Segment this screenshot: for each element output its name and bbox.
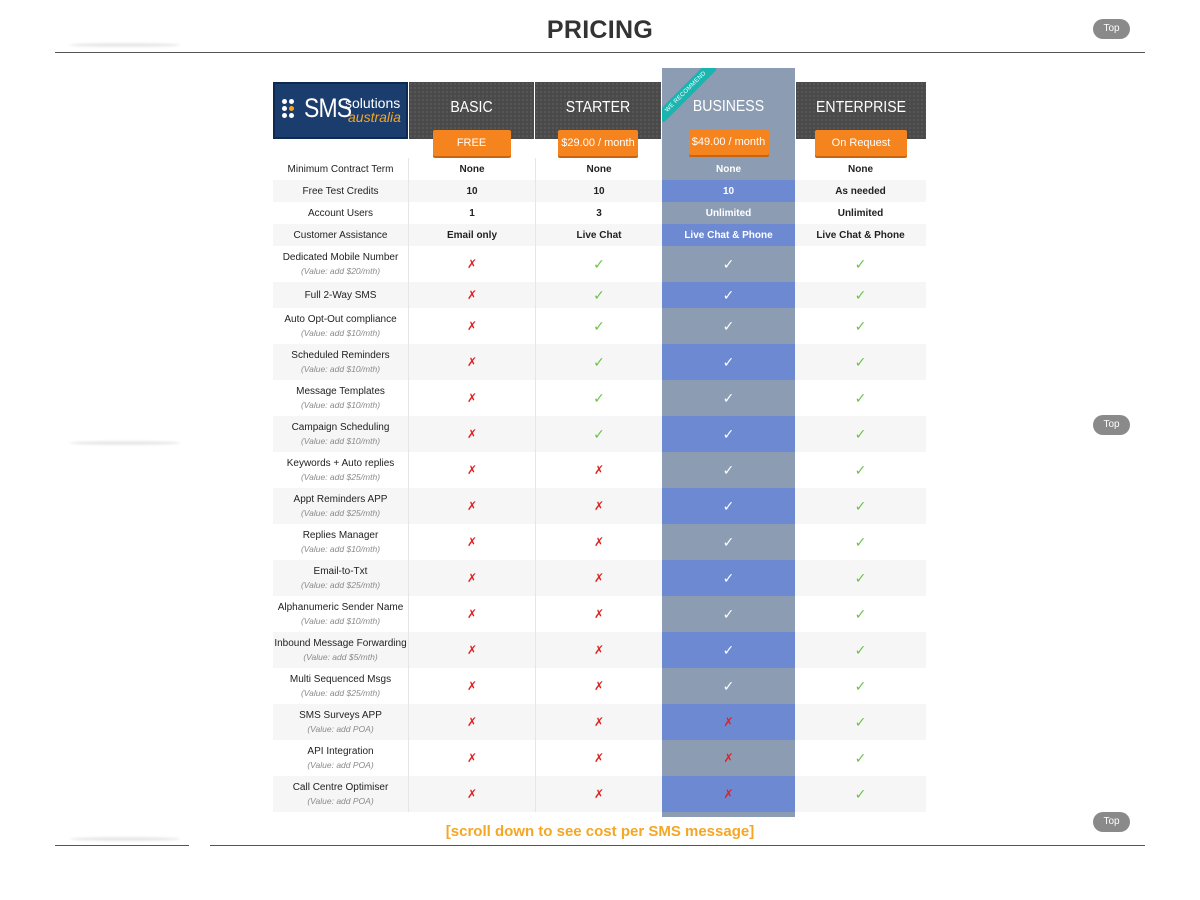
check-icon: ✓ bbox=[854, 286, 867, 303]
table-row bbox=[273, 224, 926, 246]
table-row bbox=[273, 488, 926, 524]
plan-value bbox=[662, 224, 795, 246]
plan-value bbox=[409, 740, 536, 776]
table-row bbox=[273, 246, 926, 282]
check-icon: ✓ bbox=[593, 286, 605, 303]
recommend-ribbon bbox=[662, 68, 716, 122]
feature-name: Email-to-Txt bbox=[313, 566, 368, 577]
plan-header-starter bbox=[535, 82, 661, 149]
check-icon: ✓ bbox=[722, 497, 735, 514]
cross-icon: ✗ bbox=[593, 679, 605, 693]
cross-icon: ✗ bbox=[466, 427, 478, 441]
cross-icon: ✗ bbox=[593, 535, 605, 549]
plan-value bbox=[795, 246, 926, 282]
feature-value-note: (Value: add $25/mth) bbox=[300, 688, 381, 698]
check-icon: ✓ bbox=[854, 497, 867, 514]
logo-text-sms: SMS bbox=[304, 93, 352, 123]
divider-line bbox=[55, 845, 189, 846]
check-icon: ✓ bbox=[722, 353, 735, 370]
feature-value-note: (Value: add $10/mth) bbox=[300, 400, 381, 410]
value-text: Live Chat & Phone bbox=[684, 229, 773, 241]
plan-value bbox=[662, 380, 795, 416]
check-icon: ✓ bbox=[854, 533, 867, 550]
plan-value bbox=[795, 180, 926, 202]
value-text: Live Chat bbox=[576, 229, 622, 241]
check-icon: ✓ bbox=[722, 286, 735, 303]
plan-value bbox=[536, 202, 662, 224]
plan-value bbox=[409, 158, 536, 180]
plan-value bbox=[662, 704, 795, 740]
feature-name: Dedicated Mobile Number bbox=[282, 252, 399, 263]
plan-value bbox=[662, 416, 795, 452]
feature-value-note: (Value: add $10/mth) bbox=[300, 328, 381, 338]
cross-icon: ✗ bbox=[593, 463, 605, 477]
plan-value bbox=[409, 596, 536, 632]
check-icon: ✓ bbox=[593, 425, 605, 442]
plan-value bbox=[662, 452, 795, 488]
table-row bbox=[273, 308, 926, 344]
table-row bbox=[273, 632, 926, 668]
value-text: Live Chat & Phone bbox=[816, 229, 905, 241]
table-row bbox=[273, 560, 926, 596]
plan-value bbox=[409, 452, 536, 488]
plan-value bbox=[662, 740, 795, 776]
cross-icon: ✗ bbox=[466, 607, 478, 621]
cross-icon: ✗ bbox=[466, 463, 478, 477]
cross-icon: ✗ bbox=[593, 751, 605, 765]
check-icon: ✓ bbox=[593, 255, 605, 272]
feature-name: Message Templates bbox=[296, 386, 385, 397]
scroll-hint: [scroll down to see cost per SMS message] bbox=[445, 823, 755, 840]
feature-label bbox=[273, 704, 409, 740]
plan-value bbox=[409, 560, 536, 596]
feature-value-note: (Value: add $20/mth) bbox=[300, 266, 381, 276]
cross-icon: ✗ bbox=[593, 715, 605, 729]
check-icon: ✓ bbox=[722, 569, 735, 586]
feature-label bbox=[273, 776, 409, 812]
feature-name: Replies Manager bbox=[302, 530, 379, 541]
feature-name: Inbound Message Forwarding bbox=[274, 638, 407, 649]
check-icon: ✓ bbox=[854, 389, 867, 406]
plan-value bbox=[795, 704, 926, 740]
plan-value bbox=[409, 246, 536, 282]
plan-value bbox=[795, 596, 926, 632]
plan-value bbox=[536, 282, 662, 308]
plan-value bbox=[536, 158, 662, 180]
check-icon: ✓ bbox=[854, 713, 867, 730]
cross-icon: ✗ bbox=[593, 607, 605, 621]
check-icon: ✓ bbox=[722, 255, 735, 272]
feature-name: Free Test Credits bbox=[302, 185, 379, 197]
plan-value bbox=[795, 776, 926, 812]
check-icon: ✓ bbox=[722, 605, 735, 622]
feature-name: Keywords + Auto replies bbox=[286, 458, 395, 469]
plan-value bbox=[795, 560, 926, 596]
check-icon: ✓ bbox=[854, 317, 867, 334]
check-icon: ✓ bbox=[722, 641, 735, 658]
feature-value-note: (Value: add $10/mth) bbox=[300, 544, 381, 554]
feature-value-note: (Value: add $25/mth) bbox=[300, 508, 381, 518]
feature-name: Alphanumeric Sender Name bbox=[277, 602, 404, 613]
cross-icon: ✗ bbox=[466, 643, 478, 657]
cross-icon: ✗ bbox=[723, 751, 734, 765]
plan-value bbox=[409, 308, 536, 344]
check-icon: ✓ bbox=[854, 425, 867, 442]
check-icon: ✓ bbox=[854, 641, 867, 658]
feature-rows bbox=[273, 158, 926, 812]
table-row bbox=[273, 416, 926, 452]
value-text: 1 bbox=[469, 207, 475, 219]
plan-value bbox=[536, 740, 662, 776]
feature-label bbox=[273, 560, 409, 596]
plan-value bbox=[795, 224, 926, 246]
check-icon: ✓ bbox=[722, 425, 735, 442]
feature-name: Full 2-Way SMS bbox=[304, 289, 377, 301]
feature-label bbox=[273, 632, 409, 668]
table-row bbox=[273, 380, 926, 416]
cross-icon: ✗ bbox=[466, 499, 478, 513]
plan-value bbox=[409, 776, 536, 812]
check-icon: ✓ bbox=[854, 605, 867, 622]
feature-label bbox=[273, 416, 409, 452]
check-icon: ✓ bbox=[722, 317, 735, 334]
feature-label bbox=[273, 596, 409, 632]
plan-value bbox=[409, 344, 536, 380]
feature-name: Customer Assistance bbox=[293, 229, 388, 241]
plan-value bbox=[662, 524, 795, 560]
cross-icon: ✗ bbox=[593, 643, 605, 657]
plan-value bbox=[795, 344, 926, 380]
feature-name: SMS Surveys APP bbox=[299, 710, 382, 721]
table-row bbox=[273, 776, 926, 812]
check-icon: ✓ bbox=[722, 389, 735, 406]
value-text: None bbox=[586, 163, 612, 175]
feature-name: Auto Opt-Out compliance bbox=[284, 314, 397, 325]
sms-solutions-logo bbox=[273, 82, 408, 139]
plan-value bbox=[536, 488, 662, 524]
plan-value bbox=[662, 282, 795, 308]
top-button[interactable]: Top bbox=[1093, 415, 1130, 435]
feature-label bbox=[273, 344, 409, 380]
feature-name: Account Users bbox=[307, 207, 374, 219]
cross-icon: ✗ bbox=[466, 535, 478, 549]
value-text: 10 bbox=[466, 185, 478, 197]
check-icon: ✓ bbox=[722, 533, 735, 550]
check-icon: ✓ bbox=[593, 317, 605, 334]
plan-header-basic bbox=[409, 82, 534, 149]
feature-name: Campaign Scheduling bbox=[291, 422, 390, 433]
plan-value bbox=[536, 224, 662, 246]
cross-icon: ✗ bbox=[593, 499, 605, 513]
plan-value bbox=[536, 560, 662, 596]
divider-shadow bbox=[70, 43, 180, 47]
value-text: Unlimited bbox=[705, 207, 752, 219]
logo-text-solutions: solutions bbox=[345, 95, 401, 111]
plan-value bbox=[536, 524, 662, 560]
feature-name: API Integration bbox=[307, 746, 374, 757]
feature-label bbox=[273, 246, 409, 282]
plan-value bbox=[795, 452, 926, 488]
check-icon: ✓ bbox=[854, 785, 867, 802]
cross-icon: ✗ bbox=[466, 355, 478, 369]
plan-name: ENTERPRISE bbox=[816, 99, 906, 116]
feature-label bbox=[273, 158, 409, 180]
feature-label bbox=[273, 488, 409, 524]
value-text: None bbox=[459, 163, 485, 175]
plan-value bbox=[795, 308, 926, 344]
plan-value bbox=[409, 488, 536, 524]
table-row bbox=[273, 282, 926, 308]
plan-value bbox=[662, 158, 795, 180]
page-title: PRICING bbox=[546, 16, 654, 44]
check-icon: ✓ bbox=[854, 569, 867, 586]
cross-icon: ✗ bbox=[466, 787, 478, 801]
plan-value bbox=[536, 308, 662, 344]
cross-icon: ✗ bbox=[466, 751, 478, 765]
plan-value bbox=[409, 668, 536, 704]
plan-value bbox=[409, 224, 536, 246]
ribbon-label: WE RECOMMEND bbox=[662, 68, 716, 122]
table-row bbox=[273, 524, 926, 560]
table-row bbox=[273, 180, 926, 202]
plan-value bbox=[536, 380, 662, 416]
logo-text-australia: australia bbox=[348, 109, 401, 125]
plan-value bbox=[409, 632, 536, 668]
plan-header-enterprise bbox=[796, 82, 926, 149]
top-button[interactable]: Top bbox=[1093, 812, 1130, 832]
plan-value bbox=[536, 344, 662, 380]
plan-value bbox=[409, 704, 536, 740]
plan-value bbox=[662, 308, 795, 344]
feature-label bbox=[273, 524, 409, 560]
plan-value bbox=[795, 416, 926, 452]
cross-icon: ✗ bbox=[466, 319, 478, 333]
plan-value bbox=[536, 668, 662, 704]
feature-label bbox=[273, 224, 409, 246]
feature-name: Appt Reminders APP bbox=[293, 494, 388, 505]
value-text: 10 bbox=[593, 185, 605, 197]
plan-value bbox=[662, 668, 795, 704]
plan-value bbox=[662, 488, 795, 524]
plan-value bbox=[409, 524, 536, 560]
plan-value bbox=[795, 158, 926, 180]
check-icon: ✓ bbox=[722, 677, 735, 694]
check-icon: ✓ bbox=[854, 255, 867, 272]
cross-icon: ✗ bbox=[466, 679, 478, 693]
feature-label bbox=[273, 202, 409, 224]
plan-value bbox=[409, 202, 536, 224]
feature-label bbox=[273, 308, 409, 344]
plan-name: BASIC bbox=[450, 99, 493, 116]
feature-value-note: (Value: add POA) bbox=[307, 760, 374, 770]
plan-value bbox=[662, 632, 795, 668]
table-row bbox=[273, 668, 926, 704]
feature-label bbox=[273, 380, 409, 416]
top-button[interactable]: Top bbox=[1093, 19, 1130, 39]
price-button-enterprise[interactable]: On Request bbox=[815, 130, 907, 156]
value-text: None bbox=[848, 163, 873, 175]
logo-dots-icon bbox=[282, 99, 302, 123]
feature-value-note: (Value: add $25/mth) bbox=[300, 580, 381, 590]
feature-value-note: (Value: add $10/mth) bbox=[300, 364, 381, 374]
feature-label bbox=[273, 668, 409, 704]
feature-label bbox=[273, 180, 409, 202]
plan-value bbox=[795, 202, 926, 224]
price-button-basic[interactable]: FREE bbox=[433, 130, 511, 156]
plan-value bbox=[409, 380, 536, 416]
check-icon: ✓ bbox=[854, 677, 867, 694]
cross-icon: ✗ bbox=[466, 288, 478, 302]
check-icon: ✓ bbox=[593, 389, 605, 406]
plan-value bbox=[795, 282, 926, 308]
value-text: Unlimited bbox=[837, 207, 884, 219]
plan-name: BUSINESS bbox=[692, 98, 765, 115]
plan-value bbox=[409, 180, 536, 202]
price-button-starter[interactable]: $29.00 / month bbox=[558, 130, 638, 156]
check-icon: ✓ bbox=[854, 461, 867, 478]
feature-name: Call Centre Optimiser bbox=[292, 782, 389, 793]
plan-value bbox=[662, 202, 795, 224]
plan-value bbox=[536, 776, 662, 812]
divider-line bbox=[55, 52, 1145, 53]
value-text: Email only bbox=[446, 229, 497, 241]
plan-value bbox=[536, 246, 662, 282]
price-button-business[interactable]: $49.00 / month bbox=[689, 129, 769, 155]
value-text: As needed bbox=[835, 185, 886, 197]
table-row bbox=[273, 452, 926, 488]
divider-shadow bbox=[70, 441, 180, 445]
cross-icon: ✗ bbox=[593, 787, 605, 801]
feature-value-note: (Value: add POA) bbox=[307, 796, 374, 806]
plan-value bbox=[795, 740, 926, 776]
feature-value-note: (Value: add $5/mth) bbox=[303, 652, 378, 662]
plan-value bbox=[795, 380, 926, 416]
cross-icon: ✗ bbox=[466, 391, 478, 405]
feature-label bbox=[273, 282, 409, 308]
cross-icon: ✗ bbox=[466, 571, 478, 585]
cross-icon: ✗ bbox=[593, 571, 605, 585]
cross-icon: ✗ bbox=[723, 787, 734, 801]
feature-label bbox=[273, 452, 409, 488]
table-row bbox=[273, 596, 926, 632]
plan-value bbox=[662, 560, 795, 596]
cross-icon: ✗ bbox=[466, 257, 478, 271]
plan-value bbox=[536, 452, 662, 488]
value-text: 3 bbox=[596, 207, 602, 219]
value-text: None bbox=[716, 163, 741, 175]
plan-value bbox=[536, 180, 662, 202]
plan-value bbox=[662, 776, 795, 812]
table-row bbox=[273, 158, 926, 180]
plan-value bbox=[536, 704, 662, 740]
plan-value bbox=[536, 416, 662, 452]
feature-label bbox=[273, 740, 409, 776]
feature-value-note: (Value: add $10/mth) bbox=[300, 436, 381, 446]
plan-value bbox=[662, 596, 795, 632]
value-text: 10 bbox=[722, 185, 735, 197]
check-icon: ✓ bbox=[854, 353, 867, 370]
plan-value bbox=[662, 180, 795, 202]
plan-value bbox=[409, 416, 536, 452]
plan-value bbox=[662, 246, 795, 282]
table-row bbox=[273, 202, 926, 224]
feature-name: Multi Sequenced Msgs bbox=[289, 674, 392, 685]
feature-value-note: (Value: add POA) bbox=[307, 724, 374, 734]
feature-name: Minimum Contract Term bbox=[287, 163, 394, 175]
plan-value bbox=[662, 344, 795, 380]
cross-icon: ✗ bbox=[723, 715, 734, 729]
plan-value bbox=[795, 632, 926, 668]
plan-value bbox=[536, 632, 662, 668]
feature-value-note: (Value: add $25/mth) bbox=[300, 472, 381, 482]
cross-icon: ✗ bbox=[466, 715, 478, 729]
table-row bbox=[273, 740, 926, 776]
table-row bbox=[273, 344, 926, 380]
check-icon: ✓ bbox=[722, 461, 735, 478]
check-icon: ✓ bbox=[593, 353, 605, 370]
plan-value bbox=[795, 668, 926, 704]
plan-value bbox=[795, 488, 926, 524]
feature-value-note: (Value: add $10/mth) bbox=[300, 616, 381, 626]
plan-value bbox=[409, 282, 536, 308]
feature-name: Scheduled Reminders bbox=[291, 350, 390, 361]
check-icon: ✓ bbox=[854, 749, 867, 766]
divider-line bbox=[210, 845, 1145, 846]
plan-value bbox=[795, 524, 926, 560]
plan-value bbox=[536, 596, 662, 632]
plan-name: STARTER bbox=[565, 99, 631, 116]
table-row bbox=[273, 704, 926, 740]
